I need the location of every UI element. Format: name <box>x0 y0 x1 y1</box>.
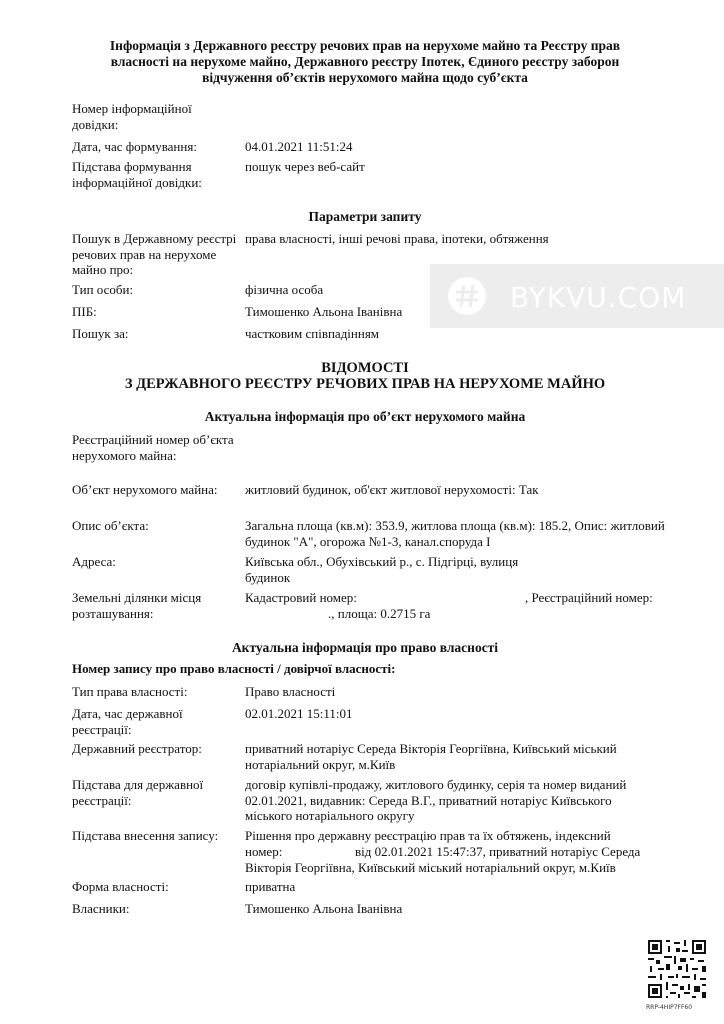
search-scope-label: Пошук в Державному реєстрі речових прав на нерухоме майно про: <box>72 231 237 277</box>
document-code: RRP-4HIP7FF60 <box>646 1004 693 1011</box>
address-label: Адреса: <box>72 554 116 569</box>
search-by-value: частковим співпадінням <box>245 326 380 341</box>
registry-heading-line-2: З ДЕРЖАВНОГО РЕЄСТРУ РЕЧОВИХ ПРАВ НА НЕРУХОМЕ МАЙНО <box>124 376 606 392</box>
watermark <box>430 264 724 328</box>
ownership-form-value: приватна <box>245 879 296 894</box>
ownership-record-label: Номер запису про право власності / довірчої власності: <box>72 661 396 676</box>
watermark-text: BYKVU.COM <box>510 281 687 314</box>
search-scope-value: права власності, інші речові права, іпотеки, обтяження <box>245 231 549 246</box>
registration-date-label: Дата, час державної реєстрації: <box>72 706 183 737</box>
person-type-label: Тип особи: <box>72 282 134 297</box>
generation-basis-label: Підстава формування інформаційної довідки: <box>72 159 202 190</box>
object-reg-number-label: Реєстраційний номер об’єкта нерухомого майна: <box>72 432 234 463</box>
land-cadastral-label: Кадастровий номер: <box>245 590 357 605</box>
generation-date-value: 04.01.2021 11:51:24 <box>245 139 353 154</box>
registry-heading-line-1: ВІДОМОСТІ <box>321 360 409 376</box>
registration-date-value: 02.01.2021 15:11:01 <box>245 706 353 721</box>
registry-heading <box>60 360 670 392</box>
land-area-value: ., площа: 0.2715 га <box>328 606 431 621</box>
person-type-value: фізична особа <box>245 282 324 297</box>
document-title <box>60 38 670 86</box>
object-description-label: Опис об’єкта: <box>72 518 149 533</box>
right-type-label: Тип права власності: <box>72 684 188 699</box>
generation-basis-value: пошук через веб-сайт <box>245 159 365 174</box>
object-type-value: житловий будинок, об'єкт житлової нерухомості: Так <box>245 482 539 497</box>
search-by-label: Пошук за: <box>72 326 129 341</box>
watermark-logo-icon <box>448 277 486 315</box>
full-name-value: Тимошенко Альона Іванівна <box>245 304 403 319</box>
qr-code-icon <box>646 938 708 1000</box>
owners-label: Власники: <box>72 901 130 916</box>
registrar-value: приватний нотаріус Середа Вікторія Георгіївна, Київський міський нотаріальний округ, м.Київ <box>245 741 617 772</box>
registration-basis-value: договір купівлі-продажу, житлового будинку, серія та номер виданий 02.01.2021, видавник: Середа В.Г., приватний нотаріус Київського міського нотаріального округу <box>245 777 627 823</box>
title-line-1: Інформація з Державного реєстру речових прав на нерухоме майно та Реєстру прав <box>109 38 621 53</box>
land-reg-number-label: , Реєстраційний номер: <box>525 590 653 605</box>
title-line-3: відчуження об’єктів нерухомого майна щодо суб’єкта <box>202 70 528 85</box>
right-type-value: Право власності <box>245 684 336 699</box>
owners-value: Тимошенко Альона Іванівна <box>245 901 403 916</box>
object-description-value: Загальна площа (кв.м): 353.9, житлова площа (кв.м): 185.2, Опис: житловий будинок "А", огорожа №1-3, канал.споруда І <box>245 518 665 549</box>
ownership-form-label: Форма власності: <box>72 879 169 894</box>
entry-basis-label: Підстава внесення запису: <box>72 828 219 843</box>
entry-basis-line-2: від 02.01.2021 15:47:37, приватний нотаріус Середа <box>355 844 641 859</box>
registrar-label: Державний реєстратор: <box>72 741 202 756</box>
title-line-2: власності на нерухоме майно, Державного реєстру Іпотек, Єдиного реєстру заборон <box>110 54 620 69</box>
entry-basis-index-label: номер: <box>245 844 283 859</box>
address-value: Київська обл., Обухівський р., с. Підгірці, вулиця будинок <box>245 554 519 585</box>
object-section-title: Актуальна інформація про об’єкт нерухомого майна <box>204 409 526 424</box>
entry-basis-line-3: Вікторія Георгіївна, Київський міський нотаріальний округ, м.Київ <box>245 860 616 875</box>
land-plots-label: Земельні ділянки місця розташування: <box>72 590 202 621</box>
generation-date-label: Дата, час формування: <box>72 139 197 154</box>
full-name-label: ПІБ: <box>72 304 97 319</box>
request-params-title: Параметри запиту <box>308 209 422 224</box>
registration-basis-label: Підстава для державної реєстрації: <box>72 777 204 808</box>
ownership-section-title: Актуальна інформація про право власності <box>231 640 499 655</box>
entry-basis-line-1: Рішення про державну реєстрацію прав та їх обтяжень, індексний <box>245 828 611 843</box>
certificate-number-label: Номер інформаційної довідки: <box>72 101 192 132</box>
object-type-label: Об’єкт нерухомого майна: <box>72 482 218 497</box>
